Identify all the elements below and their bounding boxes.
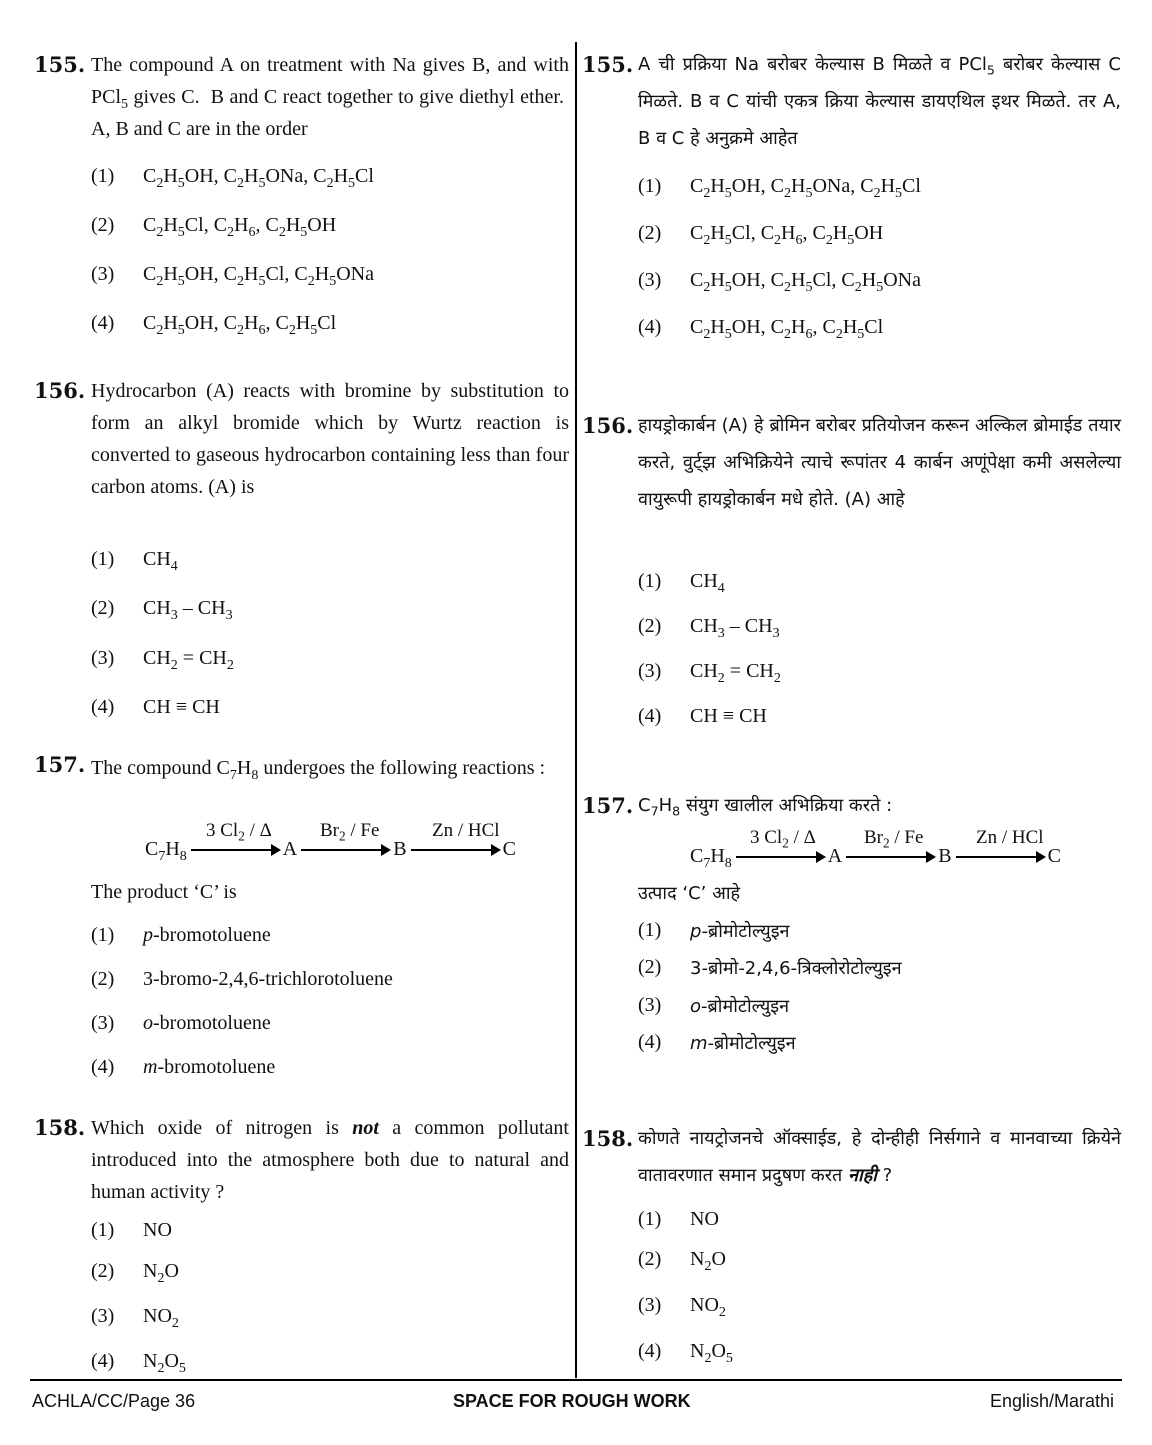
question-stem: हायड्रोकार्बन (A) हे ब्रोमिन बरोबर प्रतियोजन करून अल्किल ब्रोमाईड तयार करते, वुर्ट्झ अभिक्रियेने त्याचे रूपांतर 4 कार्बन अणूंपेक्षा कमी असलेल्या वायुरूपी हायड्रोकार्बन मधे होते. (A) आहे [638,415,1121,510]
question-stem: The compound $C_7H_8$ undergoes the following reactions : [91,757,546,783]
question-number: 157. [34,752,86,777]
question-stem: The compound A on treatment with Na gives B, and with PCl$_5$ gives C. B and C react together to give diethyl ether. A, B and C are in the order [91,54,569,140]
question-number: 157. [582,793,634,818]
question-stem: Which oxide of nitrogen is not a common pollutant introduced into the atmosphere both due to natural and human activity ? [91,1117,569,1203]
reaction-label-1: 3 $Cl_2$ / Δ [750,827,816,851]
question-stem: Hydrocarbon (A) reacts with bromine by substitution to form an alkyl bromide which by Wurtz reaction is converted to gaseous hydrocarbon containing less than four carbon atoms. (A) is [91,380,569,498]
question-number: 155. [582,52,634,77]
footer-rule [30,1379,1122,1381]
product-prompt: The product ‘C’ is [91,881,237,903]
question-number: 158. [582,1126,634,1151]
reaction-label-3: Zn / HCl [432,820,500,841]
question-number: 158. [34,1115,86,1140]
question-stem: $C_7H_8$ संयुग खालील अभिक्रिया करते : [638,795,893,819]
reaction-label-2: $Br_2$ / Fe [320,820,380,844]
rough-work-label: SPACE FOR ROUGH WORK [453,1391,691,1411]
reaction-label-3: Zn / HCl [976,827,1044,848]
reaction-scheme: $C_7H_8$ A B C [145,838,516,864]
reaction-scheme: $C_7H_8$ A B C [690,845,1061,871]
reaction-label-2: $Br_2$ / Fe [864,827,924,851]
question-number: 156. [34,378,86,403]
question-number: 155. [34,52,86,77]
product-prompt: उत्पाद ‘C’ आहे [638,883,741,904]
page-label: ACHLA/CC/Page 36 [32,1391,196,1411]
question-stem: कोणते नायट्रोजनचे ऑक्साईड, हे दोन्हीही निर्सगाने व मानवाच्या क्रियेने वातावरणात समान प्रदुषण करत नाही ? [638,1128,1121,1186]
question-stem: A ची प्रक्रिया Na बरोबर केल्यास B मिळते व PCl$_5$ बरोबर केल्यास C मिळते. B व C यांची एकत्र क्रिया केल्यास डायएथिल इथर मिळते. तर A, B व C हे अनुक्रमे आहेत [638,54,1122,149]
reaction-label-1: 3 $Cl_2$ / Δ [206,820,272,844]
question-number: 156. [582,413,634,438]
language-label: English/Marathi [990,1391,1115,1411]
column-divider [575,42,577,1378]
